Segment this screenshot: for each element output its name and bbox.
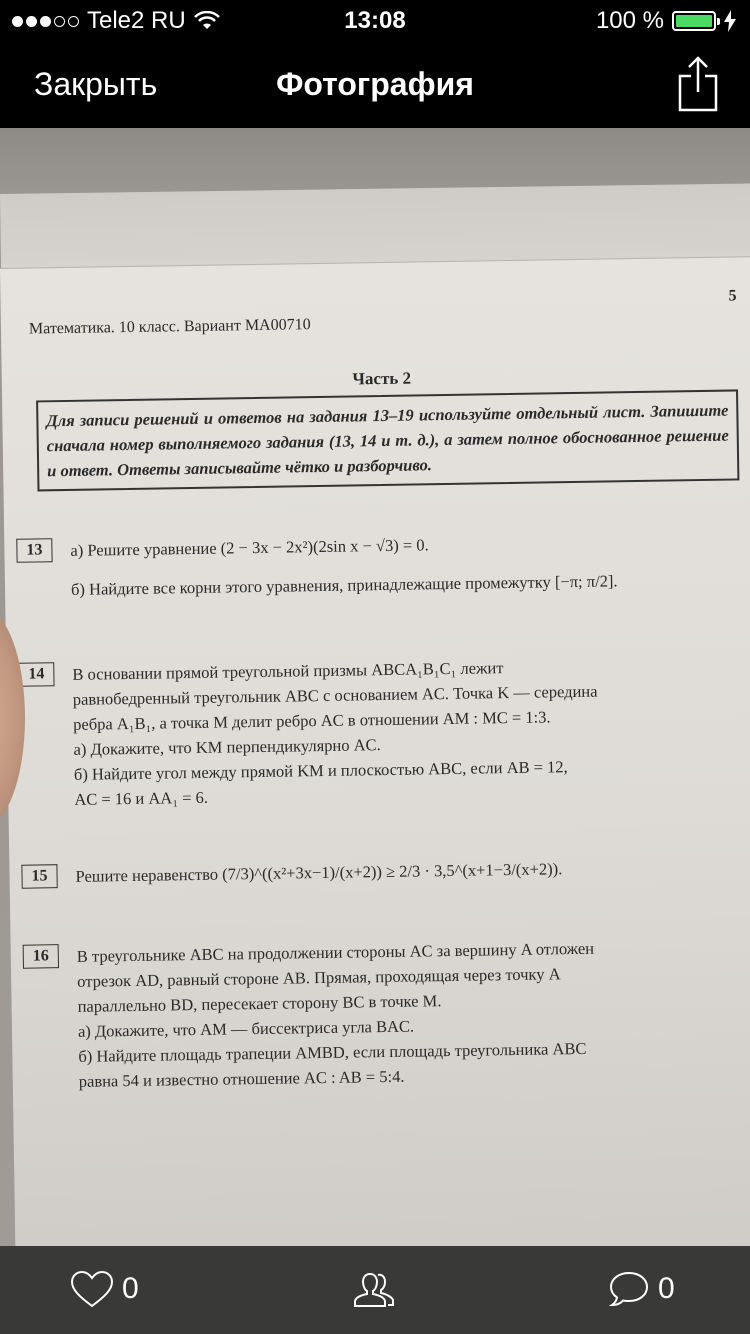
task-line: равнобедренный треугольник ABC с основанием AC. Точка K — середина	[72, 681, 598, 709]
task-line: отрезок AD, равный стороне AB. Прямая, проходящая через точку A	[77, 964, 561, 991]
task-line: а) Докажите, что AM — биссектриса угла BAC.	[77, 1016, 415, 1041]
task-line: а) Докажите, что KM перпендикулярно AC.	[73, 735, 381, 759]
navigation-bar	[0, 40, 750, 128]
people-button[interactable]	[352, 1270, 396, 1308]
carrier-name: Tele2 RU	[87, 7, 186, 34]
task-line: ребра A₁B₁, а точка M делит ребро AC в отношении AM : MC = 1:3.	[73, 707, 551, 734]
likes-count: 0	[122, 1272, 139, 1305]
task-body	[72, 652, 714, 812]
task-body	[77, 934, 719, 1094]
task-line: б) Найдите угол между прямой KM и плоскостью ABC, если AB = 12,	[73, 757, 568, 784]
task-number: 15	[21, 864, 57, 889]
battery-icon	[672, 11, 716, 31]
task-line: параллельно BD, пересекает сторону BC в точке M.	[77, 991, 442, 1016]
task-line: Решите неравенство (7/3)^((x²+3x−1)/(x+2)) ≥ 2/3 · 3,5^(x+1−3/(x+2)).	[75, 859, 563, 886]
task-number: 14	[18, 662, 54, 687]
page-title: Фотография	[276, 66, 474, 102]
task-line: В треугольнике ABC на продолжении стороны AC за вершину A отложен	[76, 938, 595, 966]
comment-button[interactable]	[608, 1270, 675, 1308]
charging-icon	[724, 10, 736, 32]
task-line: AC = 16 и AA₁ = 6.	[74, 787, 209, 809]
part-title: Часть 2	[352, 368, 412, 389]
task-line: а) Решите уравнение (2 − 3x − 2x²)(2sin x − √3) = 0.	[70, 535, 429, 560]
task-line: В основании прямой треугольной призмы ABCA₁B₁C₁ лежит	[72, 658, 504, 684]
task-number: 16	[23, 944, 59, 969]
task-body	[70, 528, 711, 602]
people-icon	[352, 1270, 396, 1308]
battery-level-fill	[676, 15, 712, 27]
exam-paper	[0, 256, 750, 1246]
status-time: 13:08	[344, 7, 406, 34]
battery-percentage: 100 %	[595, 7, 664, 34]
instructions-box: Для записи решений и ответов на задания 13–19 используйте отдельный лист. Запишите сначала номер выполняемого задания (13, 14 и т. д.), а затем полное обоснованное решение и ответ. Ответы записывайте чётко и разборчиво.	[36, 389, 739, 491]
task-line: равна 54 и известно отношение AC : AB = 5:4.	[78, 1066, 405, 1091]
document-header: Математика. 10 класс. Вариант МА00710	[28, 316, 311, 338]
heart-icon	[70, 1270, 114, 1308]
photo-view[interactable]	[0, 128, 750, 1246]
task-line: б) Найдите площадь трапеции AMBD, если площадь треугольника ABC	[78, 1038, 587, 1066]
task-body	[75, 854, 715, 889]
close-button[interactable]: Закрыть	[34, 66, 158, 102]
status-bar	[0, 0, 750, 40]
task-line: б) Найдите все корни этого уравнения, принадлежащие промежутку [−π; π/2].	[70, 571, 618, 599]
page-number: 5	[728, 287, 737, 305]
share-icon[interactable]	[676, 54, 720, 112]
task-number: 13	[16, 538, 52, 563]
comments-count: 0	[658, 1272, 675, 1305]
status-right	[596, 7, 736, 35]
comment-icon	[608, 1270, 650, 1308]
like-button[interactable]	[70, 1270, 139, 1308]
bottom-toolbar	[0, 1246, 750, 1334]
